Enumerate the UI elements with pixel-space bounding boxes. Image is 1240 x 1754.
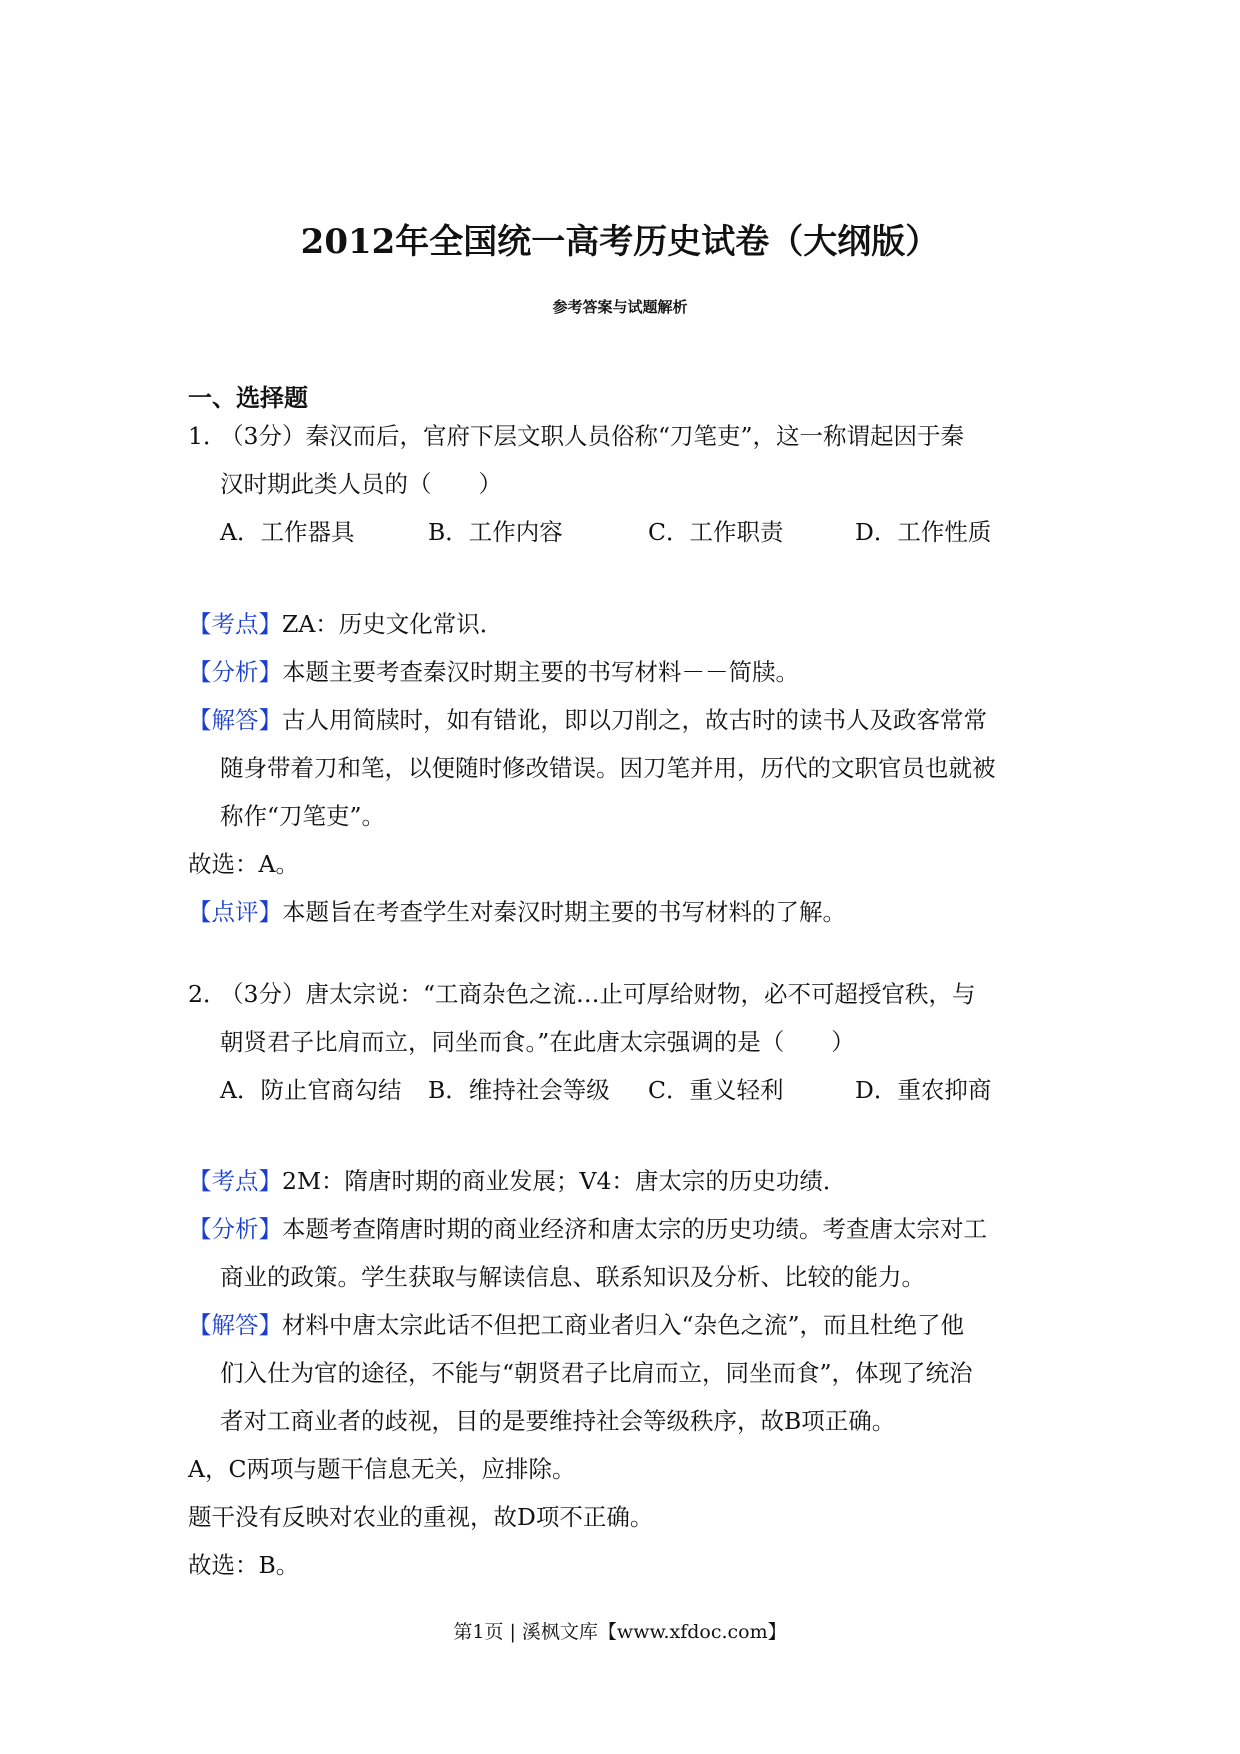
kaodian-line — [188, 600, 1058, 648]
question-stem-text: （3分）秦汉而后，官府下层文职人员俗称“刀笔吏”，这一称谓起因于秦 — [220, 422, 964, 450]
tag-dianping: 【点评】 — [188, 898, 282, 926]
dianping-line — [188, 888, 1058, 936]
fenxi-line — [188, 648, 1058, 696]
extra-line-2: 题干没有反映对农业的重视，故D项不正确。 — [188, 1503, 654, 1531]
answer-line: 故选：A。 — [188, 850, 299, 878]
page-footer: 第1页 | 溪枫文库【www.xfdoc.com】 — [453, 1621, 787, 1643]
question-1-stem-line-1 — [188, 412, 1058, 460]
jieda-line-1 — [188, 696, 1058, 744]
question-2-stem-line-2: 朝贤君子比肩而立，同坐而食。”在此唐太宗强调的是（ ） — [220, 1028, 855, 1056]
jieda-line-3: 者对工商业者的歧视，目的是要维持社会等级秩序，故B项正确。 — [220, 1407, 896, 1435]
option-c: C．工作职责 — [648, 518, 784, 546]
fenxi-line-1 — [188, 1205, 1058, 1253]
option-d: D．重农抑商 — [855, 1076, 992, 1104]
option-b: B．维持社会等级 — [428, 1076, 610, 1104]
option-d: D．工作性质 — [855, 518, 992, 546]
question-2-analysis — [188, 1157, 1058, 1589]
extra-line-1: A，C两项与题干信息无关，应排除。 — [188, 1455, 576, 1483]
tag-fenxi: 【分析】 — [188, 1215, 282, 1243]
kaodian-text: 2M：隋唐时期的商业发展；V4：唐太宗的历史功绩． — [282, 1167, 847, 1195]
tag-jieda: 【解答】 — [188, 1311, 282, 1339]
option-b: B．工作内容 — [428, 518, 563, 546]
dianping-text: 本题旨在考查学生对秦汉时期主要的书写材料的了解。 — [282, 898, 846, 926]
tag-fenxi: 【分析】 — [188, 658, 282, 686]
section-heading: 一、选择题 — [188, 383, 308, 412]
question-number: 1． — [188, 422, 227, 450]
document-subtitle: 参考答案与试题解析 — [552, 298, 688, 316]
fenxi-line-2: 商业的政策。学生获取与解读信息、联系知识及分析、比较的能力。 — [220, 1263, 925, 1291]
question-stem-text: （3分）唐太宗说：“工商杂色之流…止可厚给财物，必不可超授官秩，与 — [220, 980, 976, 1008]
tag-kaodian: 【考点】 — [188, 1167, 282, 1195]
question-2 — [188, 970, 1058, 1114]
tag-kaodian: 【考点】 — [188, 610, 282, 638]
tag-jieda: 【解答】 — [188, 706, 282, 734]
question-2-stem-line-1 — [188, 970, 1058, 1018]
document-title: 2012年全国统一高考历史试卷（大纲版） — [300, 222, 940, 262]
fenxi-text: 本题主要考查秦汉时期主要的书写材料－－简牍。 — [282, 658, 799, 686]
question-2-options — [188, 1066, 1058, 1114]
question-1-stem-line-2: 汉时期此类人员的（ ） — [220, 470, 502, 498]
kaodian-line — [188, 1157, 1058, 1205]
jieda-line-3: 称作“刀笔吏”。 — [220, 802, 386, 830]
option-a: A．工作器具 — [220, 518, 355, 546]
jieda-line-1 — [188, 1301, 1058, 1349]
jieda-text: 古人用简牍时，如有错讹，即以刀削之，故古时的读书人及政客常常 — [282, 706, 987, 734]
question-1-analysis — [188, 600, 1058, 936]
jieda-line-2: 们入仕为官的途径，不能与“朝贤君子比肩而立，同坐而食”，体现了统治 — [220, 1359, 973, 1387]
answer-line: 故选：B。 — [188, 1551, 300, 1579]
question-1 — [188, 412, 1058, 556]
option-a: A．防止官商勾结 — [220, 1076, 402, 1104]
question-number: 2． — [188, 980, 227, 1008]
option-c: C．重义轻利 — [648, 1076, 784, 1104]
jieda-line-2: 随身带着刀和笔，以便随时修改错误。因刀笔并用，历代的文职官员也就被 — [220, 754, 996, 782]
fenxi-text: 本题考查隋唐时期的商业经济和唐太宗的历史功绩。考查唐太宗对工 — [282, 1215, 987, 1243]
jieda-text: 材料中唐太宗此话不但把工商业者归入“杂色之流”，而且杜绝了他 — [282, 1311, 965, 1339]
question-1-options — [188, 508, 1058, 556]
kaodian-text: ZA：历史文化常识． — [282, 610, 504, 638]
